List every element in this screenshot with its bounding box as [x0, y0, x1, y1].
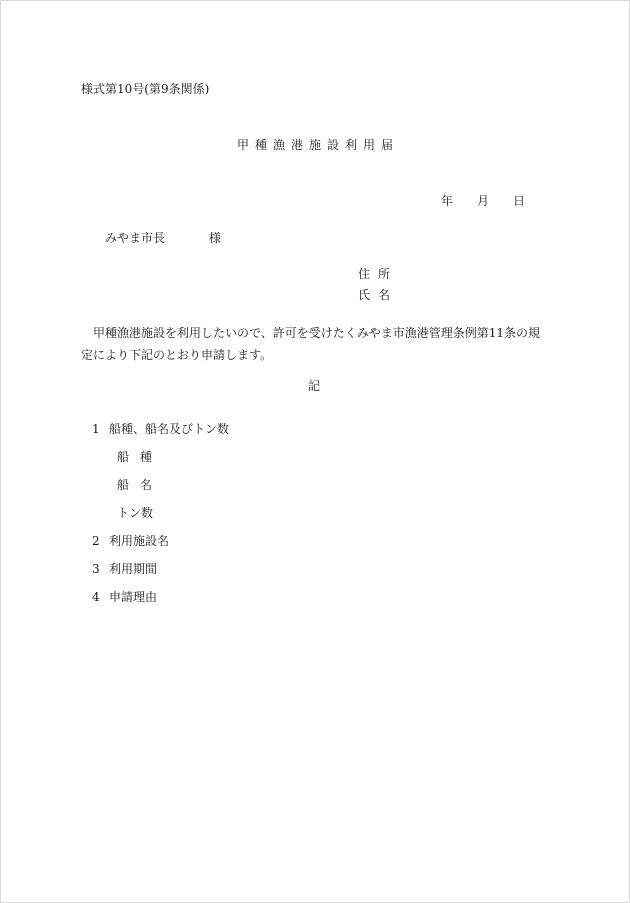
item-label: 申請理由 — [109, 590, 158, 604]
addressee — [105, 230, 221, 246]
item-4 — [92, 589, 157, 605]
item-label: 利用施設名 — [109, 534, 170, 548]
date-year-label: 年 — [441, 194, 454, 208]
date-day-label: 日 — [513, 194, 526, 208]
item-label: 船種、船名及びトン数 — [109, 422, 230, 436]
item-label: 利用期間 — [109, 562, 158, 576]
form-number: 様式第10号(第9条関係) — [81, 82, 210, 96]
item-number: 1 — [92, 422, 100, 436]
document-title: 甲種漁港施設利用届 — [237, 138, 400, 152]
ki-heading: 記 — [308, 379, 321, 393]
item-3 — [92, 561, 157, 577]
application-body — [81, 322, 551, 366]
item-2 — [92, 533, 169, 549]
addressee-name: みやま市長 — [105, 231, 166, 245]
date-month-label: 月 — [477, 194, 490, 208]
item-1 — [92, 421, 229, 437]
sub-item-tonnage: トン数 — [117, 506, 154, 520]
application-body-text: 甲種漁港施設を利用したいので、許可を受けたくみやま市漁港管理条例第11条の規定により下記のとおり申請します。 — [81, 326, 541, 362]
date-line — [441, 193, 525, 209]
item-number: 3 — [92, 562, 100, 576]
item-number: 4 — [92, 590, 100, 604]
sub-item-vessel-type: 船種 — [117, 450, 164, 464]
name-label: 氏名 — [358, 288, 399, 302]
sub-item-vessel-name: 船名 — [117, 478, 164, 492]
address-label: 住所 — [358, 267, 399, 281]
item-number: 2 — [92, 534, 100, 548]
addressee-honorific: 様 — [209, 231, 222, 245]
